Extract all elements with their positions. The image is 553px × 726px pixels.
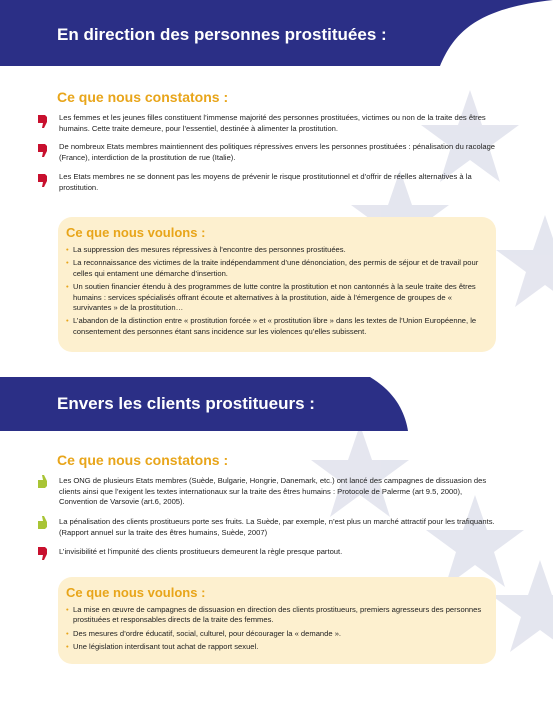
section1-want-heading: Ce que nous voulons :	[66, 225, 206, 240]
section1-observation-3: Les Etats membres ne se donnent pas les moyens de prévenir le risque prostitutionnel et d’offrir de réelles alternatives à la prostitution.	[59, 172, 472, 192]
thumb-down-icon	[37, 173, 50, 188]
section2-observation-2: La pénalisation des clients prostitueurs porte ses fruits. La Suède, par exemple, n’est plus un marché attractif pour les trafiquants. (Rapport annuel sur la traite des êtres humains, Suède, 2007)	[59, 517, 495, 537]
section2-title: Envers les clients prostitueurs :	[57, 394, 315, 413]
want-item: • L’abandon de la distinction entre « prostitution forcée » et « prostitution libre » dans les textes de l’Union Européenne, le consentement des personnes étant sans incidence sur les violences qu’elles subissent.	[66, 316, 486, 337]
want-item: • La reconnaissance des victimes de la traite indépendamment d’une dénonciation, des permis de séjour et de travail pour celles qui entament une démarche d’insertion.	[66, 258, 486, 279]
want-item: • La mise en œuvre de campagnes de dissuasion en direction des clients prostitueurs, premiers agresseurs des personnes prostituées et responsables directs de la traite des femmes.	[66, 605, 486, 626]
section1-observation-1: Les femmes et les jeunes filles constituent l’immense majorité des personnes prostituées, victimes ou non de la traite des êtres humains. Cette traite demeure, pour l’essentiel, destinée à alimenter la prostitution.	[59, 113, 486, 133]
section2-want-list	[66, 605, 486, 656]
section1-observe-heading: Ce que nous constatons :	[57, 89, 229, 105]
thumb-up-icon	[37, 515, 50, 530]
section1-observation-2: De nombreux Etats membres maintiennent des politiques répressives envers les personnes prostituées : pénalisation du racolage (France), interdiction de la prostitution de rue (Italie).	[59, 142, 496, 162]
want-item: • Une législation interdisant tout achat de rapport sexuel.	[66, 642, 486, 652]
section2-observation-3: L’invisibilité et l’impunité des clients prostitueurs demeurent la règle presque partout.	[59, 547, 343, 556]
band-cutout	[440, 0, 553, 70]
section1-want-box	[58, 217, 496, 352]
section1-want-list	[66, 245, 486, 340]
thumb-down-icon	[37, 546, 50, 561]
star-shape	[426, 495, 524, 587]
section2-observation-1: Les ONG de plusieurs Etats membres (Suède, Bulgarie, Hongrie, Danemark, etc.) ont lancé des campagnes de dissuasion des clients ainsi que l’exigent les textes internationaux sur la traite des êtres humains : Protocole de Palerme (art 9.5, 2000), Convention de Varsovie (art.6, 2005).	[59, 476, 487, 506]
thumb-down-icon	[37, 114, 50, 129]
want-item: • La suppression des mesures répressives à l’encontre des personnes prostituées.	[66, 245, 486, 255]
thumb-down-icon	[37, 143, 50, 158]
star-shape	[421, 90, 519, 182]
want-item: • Des mesures d’ordre éducatif, social, culturel, pour décourager la « demande ».	[66, 629, 486, 639]
section2-want-heading: Ce que nous voulons :	[66, 585, 206, 600]
star-shape	[496, 215, 553, 307]
section2-observe-heading: Ce que nous constatons :	[57, 452, 229, 468]
want-item: • Un soutien financier étendu à des programmes de lutte contre la prostitution et non cantonnés à la seule traite des êtres humains : services spécialisés offrant écoute et alternatives à la prostitution, aide à l’émergence de groupes de « survivantes » de la prostitution…	[66, 282, 486, 313]
section2-want-box	[58, 577, 496, 664]
band-edge-decoration	[440, 0, 553, 70]
thumb-up-icon	[37, 474, 50, 489]
section1-title: En direction des personnes prostituées :	[57, 25, 387, 44]
